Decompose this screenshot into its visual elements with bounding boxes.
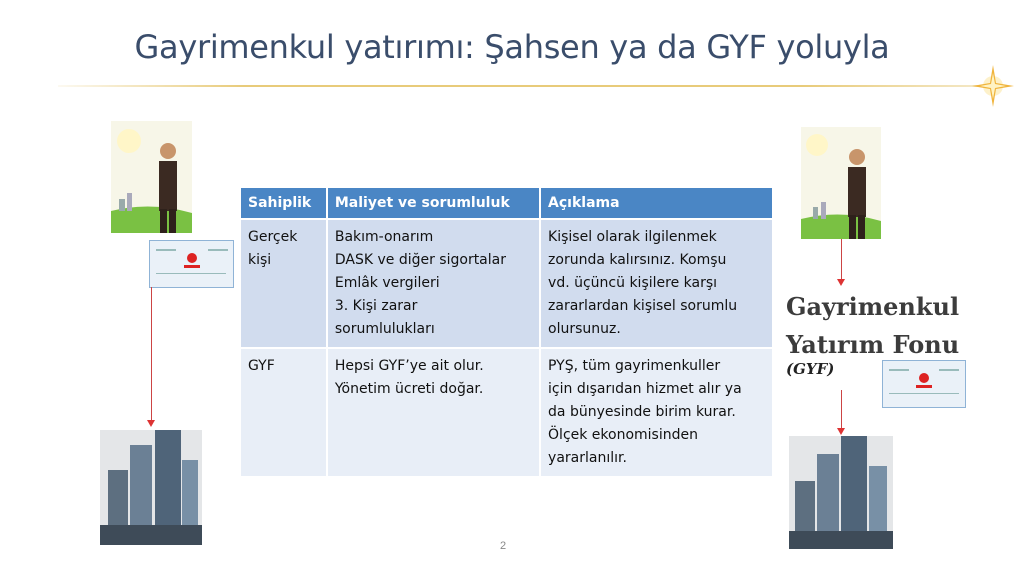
cell-desc: Kişisel olarak ilgilenmek zorunda kalırsınız. Komşu vd. üçüncü kişilere karşı zararlardan kişisel sorumlu olursunuz. [540,219,773,348]
arrowhead-right-top-icon [837,279,845,286]
businessman-image-right [801,127,881,239]
skyscraper-image-right [789,436,893,549]
cell-cost: Bakım-onarım DASK ve diğer sigortalar Emlâk vergileri 3. Kişi zarar sorumlulukları [327,219,540,348]
cell-cost: Hepsi GYF’ye ait olur. Yönetim ücreti doğar. [327,348,540,476]
skyscraper-image-left [100,430,202,545]
arrowhead-left-icon [147,420,155,427]
title-divider [58,85,988,87]
arrowhead-right-bottom-icon [837,428,845,435]
comparison-table [241,188,774,476]
title-deed-image-left [149,240,234,288]
table-row [241,348,773,476]
sparkle-star-icon [970,63,1016,109]
title-deed-image-right [882,360,966,408]
slide-title: Gayrimenkul yatırımı: Şahsen ya da GYF yoluyla [134,28,890,66]
header-aciklama: Açıklama [540,188,773,219]
businessman-image-left [111,121,192,233]
arrow-line-right-top [841,239,842,279]
arrow-line-right-bottom [841,390,842,428]
cell-owner: Gerçek kişi [241,219,327,348]
header-sahiplik: Sahiplik [241,188,327,219]
gyf-logo-text [786,288,959,364]
gyf-line3: (GYF) [786,360,835,378]
gyf-line2: Yatırım Fonu [786,330,960,359]
table-row [241,219,773,348]
header-maliyet: Maliyet ve sorumluluk [327,188,540,219]
arrow-line-left [151,287,152,420]
cell-desc: PYŞ, tüm gayrimenkuller için dışarıdan hizmet alır ya da bünyesinde birim kurar. Ölçek ekonomisinden yararlanılır. [540,348,773,476]
page-number: 2 [500,540,507,552]
gyf-line1: Gayrimenkul [786,292,960,321]
cell-owner: GYF [241,348,327,476]
